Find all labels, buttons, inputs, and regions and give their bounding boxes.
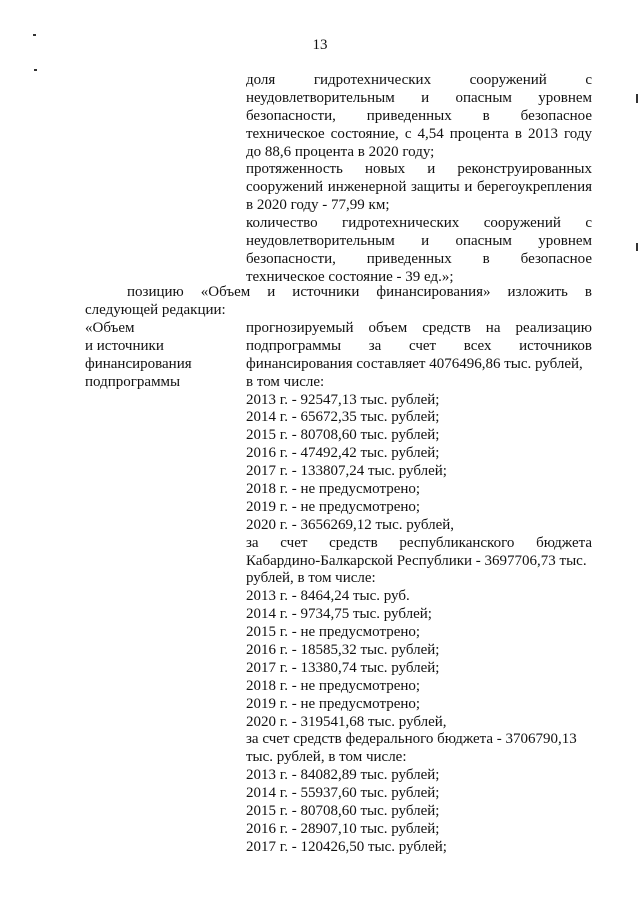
- financing-line: 2019 г. - не предусмотрено;: [246, 498, 421, 515]
- indicator-line: техническое состояние - 39 ед.»;: [246, 268, 454, 285]
- paragraph-line: позицию «Объем и источники финансирования» изложить в: [127, 284, 592, 300]
- financing-line: 2016 г. - 18585,32 тыс. рублей;: [246, 642, 440, 659]
- financing-line: Кабардино-Балкарской Республики - 3697706,73 тыс.: [246, 552, 587, 569]
- scan-mark: [636, 94, 638, 103]
- scan-mark: [636, 243, 638, 251]
- indicator-line: в 2020 году - 77,99 км;: [246, 197, 390, 214]
- financing-line: 2016 г. - 28907,10 тыс. рублей;: [246, 820, 440, 837]
- financing-line: 2013 г. - 8464,24 тыс. руб.: [246, 588, 410, 605]
- financing-label: [85, 320, 235, 392]
- label-line: «Объем: [85, 320, 135, 336]
- financing-line: 2020 г. - 319541,68 тыс. рублей,: [246, 713, 447, 730]
- label-line: финансирования: [85, 355, 192, 372]
- financing-line: 2017 г. - 133807,24 тыс. рублей;: [246, 463, 447, 480]
- scan-mark: [34, 69, 37, 71]
- financing-line: 2020 г. - 3656269,12 тыс. рублей,: [246, 516, 455, 533]
- financing-line: рублей, в том числе:: [246, 570, 376, 587]
- financing-line: 2018 г. - не предусмотрено;: [246, 481, 421, 498]
- financing-line: за счет средств республиканского бюджета: [246, 534, 592, 551]
- indicator-line: неудовлетворительным и опасным уровнем: [246, 233, 592, 250]
- financing-line: 2013 г. - 84082,89 тыс. рублей;: [246, 767, 440, 784]
- indicators-block: [246, 72, 592, 287]
- financing-line: 2014 г. - 65672,35 тыс. рублей;: [246, 409, 440, 426]
- paragraph-line: следующей редакции:: [85, 301, 226, 318]
- indicator-line: неудовлетворительным и опасным уровнем: [246, 89, 592, 106]
- financing-line: 2015 г. - 80708,60 тыс. рублей;: [246, 803, 440, 820]
- indicator-line: техническое состояние, с 4,54 процента в 2013 году: [246, 125, 592, 142]
- financing-line: 2018 г. - не предусмотрено;: [246, 677, 421, 694]
- financing-line: тыс. рублей, в том числе:: [246, 749, 407, 766]
- label-line: подпрограммы: [85, 373, 181, 390]
- financing-details: [246, 320, 592, 857]
- financing-line: 2015 г. - 80708,60 тыс. рублей;: [246, 427, 440, 444]
- financing-line: в том числе:: [246, 373, 325, 390]
- indicator-line: доля гидротехнических сооружений с: [246, 72, 592, 88]
- financing-line: 2014 г. - 55937,60 тыс. рублей;: [246, 785, 440, 802]
- financing-line: 2015 г. - не предусмотрено;: [246, 624, 421, 641]
- financing-line: 2019 г. - не предусмотрено;: [246, 695, 421, 712]
- indicator-line: сооружений инженерной защиты и берегоукрепления: [246, 179, 592, 196]
- scan-mark: [33, 34, 36, 36]
- indicator-line: до 88,6 процента в 2020 году;: [246, 143, 435, 160]
- financing-line: 2017 г. - 13380,74 тыс. рублей;: [246, 659, 440, 676]
- indicator-line: безопасности, приведенных в безопасное: [246, 250, 592, 267]
- financing-line: финансирования составляет 4076496,86 тыс. рублей,: [246, 355, 583, 372]
- indicator-line: безопасности, приведенных в безопасное: [246, 107, 592, 124]
- label-line: и источники: [85, 337, 164, 354]
- financing-line: за счет средств федерального бюджета - 3706790,13: [246, 731, 577, 748]
- financing-line: 2014 г. - 9734,75 тыс. рублей;: [246, 606, 432, 623]
- financing-line: 2016 г. - 47492,42 тыс. рублей;: [246, 445, 440, 462]
- indicator-line: протяженность новых и реконструированных: [246, 161, 592, 178]
- financing-line: 2013 г. - 92547,13 тыс. рублей;: [246, 391, 440, 408]
- indicator-line: количество гидротехнических сооружений с: [246, 215, 592, 232]
- page-number: 13: [312, 37, 328, 53]
- position-paragraph: [85, 284, 592, 320]
- financing-line: прогнозируемый объем средств на реализацию: [246, 320, 592, 336]
- financing-line: 2017 г. - 120426,50 тыс. рублей;: [246, 838, 447, 855]
- financing-line: подпрограммы за счет всех источников: [246, 337, 592, 354]
